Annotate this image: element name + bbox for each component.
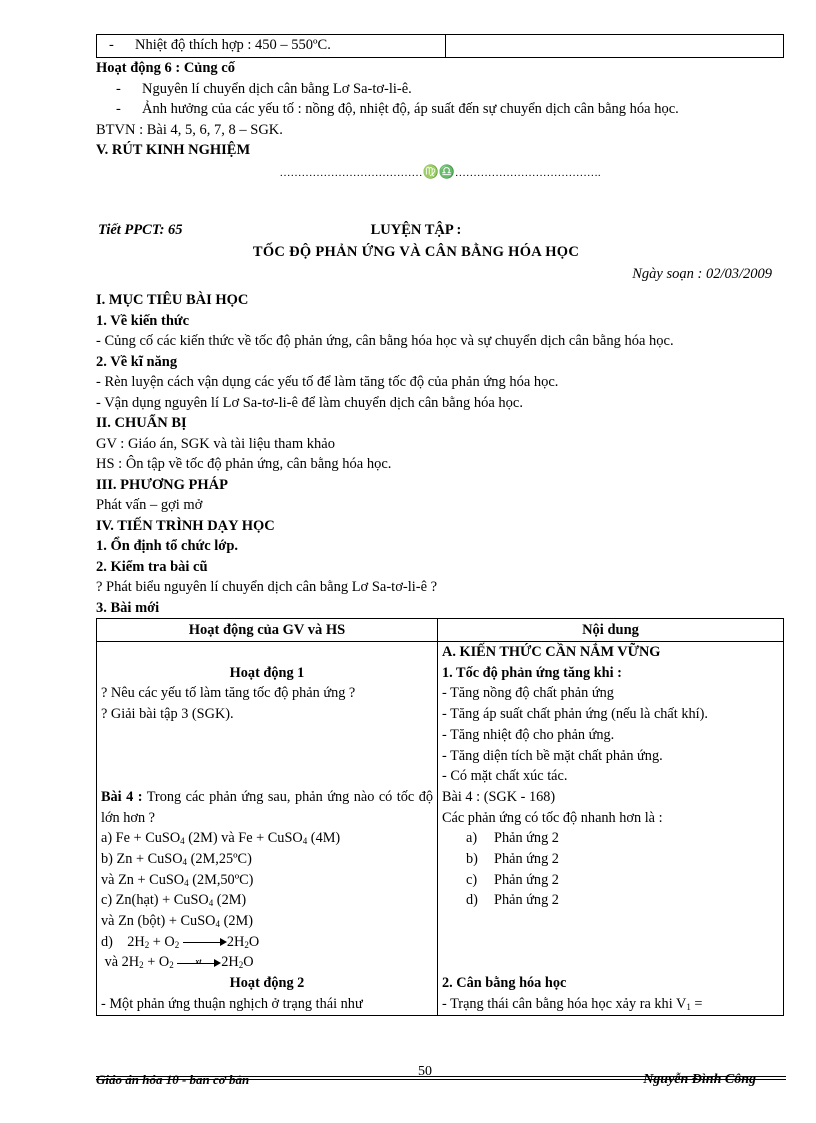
equilibrium-heading: 2. Cân bằng hóa học: [442, 975, 567, 992]
lesson-period: Tiết PPCT: 65: [98, 221, 183, 238]
heading-knowledge: 1. Về kiến thức: [96, 312, 190, 329]
header-activity: Hoạt động của GV và HS: [97, 619, 438, 642]
content-column: [438, 642, 784, 1016]
rate-factor-2: - Tăng áp suất chất phản ứng (nếu là chất khí).: [442, 706, 708, 723]
preparation-student: HS : Ôn tập về tốc độ phản ứng, cân bằng hóa học.: [96, 456, 392, 472]
section-separator: [96, 163, 784, 182]
section-v-heading: V. RÚT KINH NGHIỆM: [96, 142, 251, 158]
old-lesson-question: ? Phát biểu nguyên lí chuyển dịch cân bằng Lơ Sa-tơ-li-ê ?: [96, 579, 438, 595]
heading-skills: 2. Về kĩ năng: [96, 353, 178, 370]
content-heading-a: A. KIẾN THỨC CẦN NẮM VỮNG: [442, 644, 661, 660]
exercise-4-question: Bài 4 : Trong các phản ứng sau, phản ứng nào có tốc độ lớn hơn ?: [101, 788, 433, 826]
heading-objectives: I. MỤC TIÊU BÀI HỌC: [96, 292, 249, 308]
activity6-item-1: - Nguyên lí chuyển dịch cân bằng Lơ Sa-tơ-li-ê.: [116, 80, 412, 97]
footer-author: Nguyễn Đình Công: [643, 1072, 756, 1087]
answer-4-heading: Bài 4 : (SGK - 168): [442, 788, 556, 805]
separator-dots-left: …………………………………: [279, 166, 423, 179]
exercise-4-option-c-1: c) Zn(hạt) + CuSO$_4$ (2M): [101, 892, 247, 909]
rate-factor-3: - Tăng nhiệt độ cho phản ứng.: [442, 726, 615, 743]
catalyzed-reaction-arrow: xt: [177, 957, 221, 969]
lesson-header: [96, 220, 784, 264]
activity-1-question-2: ? Giải bài tập 3 (SGK).: [101, 706, 234, 723]
answer-item-a: a) Phản ứng 2: [466, 830, 559, 847]
preparation-teacher: GV : Giáo án, SGK và tài liệu tham khảo: [96, 435, 335, 452]
exercise-4-option-c-2: và Zn (bột) + CuSO$_4$ (2M): [101, 913, 253, 930]
heading-procedure: IV. TIẾN TRÌNH DẠY HỌC: [96, 517, 275, 534]
exercise-4-option-b-2: và Zn + CuSO$_4$ (2M,50ºC): [101, 871, 254, 888]
activity-1-title: Hoạt động 1: [229, 664, 305, 681]
method-text: Phát vấn – gợi mở: [96, 497, 203, 513]
skills-item-1: - Rèn luyện cách vận dụng các yếu tố để làm tăng tốc độ của phản ứng hóa học.: [96, 374, 559, 390]
rate-factor-5: - Có mặt chất xúc tác.: [442, 768, 568, 785]
footer-course: Giáo án hóa 10 - ban cơ bản: [96, 1072, 250, 1087]
answer-4-intro: Các phản ứng có tốc độ nhanh hơn là :: [442, 809, 663, 826]
previous-table-cell-left: - Nhiệt độ thích hợp : 450 – 550ºC.: [97, 35, 446, 58]
page-footer: [96, 1062, 786, 1092]
header-content: Nội dung: [438, 619, 784, 642]
answer-item-d: d) Phản ứng 2: [466, 892, 559, 909]
equilibrium-text: - Trạng thái cân bằng hóa học xảy ra khi $V_1$ =: [442, 995, 703, 1012]
knowledge-text: - Củng cố các kiến thức về tốc độ phản ứng, cân bằng hóa học và sự chuyển dịch cân bằng hóa học.: [96, 333, 674, 349]
lesson-date: Ngày soạn : 02/03/2009: [632, 265, 772, 282]
lesson-title-2: TỐC ĐỘ PHẢN ỨNG VÀ CÂN BẰNG HÓA HỌC: [252, 243, 580, 260]
exercise-4-option-a: a) Fe + CuSO$_4$ (2M) và Fe + CuSO$_4$ (4M): [101, 830, 341, 847]
heading-old-lesson-check: 2. Kiểm tra bài cũ: [96, 558, 208, 575]
separator-symbol: ♍♎: [422, 163, 455, 179]
previous-table: [96, 34, 784, 58]
heading-preparation: II. CHUẨN BỊ: [96, 415, 187, 431]
document-page: [96, 34, 784, 1016]
separator-dots-right: ………………………………….: [454, 166, 601, 179]
heading-new-lesson: 3. Bài mới: [96, 599, 160, 616]
rate-factor-4: - Tăng diện tích bề mặt chất phản ứng.: [442, 747, 663, 764]
answer-item-b: b) Phản ứng 2: [466, 851, 559, 868]
previous-table-cell-right: [446, 35, 784, 58]
activity-2-text: - Một phản ứng thuận nghịch ở trạng thái như: [101, 995, 363, 1012]
heading-class-organization: 1. Ổn định tổ chức lớp.: [96, 538, 239, 554]
reaction-arrow: [183, 936, 227, 948]
lesson-title-1: LUYỆN TẬP :: [370, 221, 462, 238]
page-number: 50: [418, 1064, 432, 1079]
rate-heading: 1. Tốc độ phản ứng tăng khi :: [442, 664, 622, 681]
heading-method: III. PHƯƠNG PHÁP: [96, 476, 228, 493]
exercise-4-option-d-1: d) $2H_2 + O_2$ $2H_2O$: [101, 933, 260, 950]
homework: BTVN : Bài 4, 5, 6, 7, 8 – SGK.: [96, 121, 283, 138]
lesson-table: [96, 618, 784, 1016]
activity6-item-2: - Ảnh hưởng của các yếu tố : nồng độ, nhiệt độ, áp suất đến sự chuyển dịch cân bằng hóa học.: [116, 101, 679, 117]
activity6-title: Hoạt động 6 : Củng cố: [96, 60, 235, 76]
activity-1-question-1: ? Nêu các yếu tố làm tăng tốc độ phản ứng ?: [101, 685, 356, 702]
rate-factor-1: - Tăng nồng độ chất phản ứng: [442, 685, 614, 702]
exercise-4-option-b-1: b) Zn + CuSO$_4$ (2M,25ºC): [101, 850, 252, 867]
activity-2-title: Hoạt động 2: [229, 975, 305, 992]
skills-item-2: - Vận dụng nguyên lí Lơ Sa-tơ-li-ê để làm chuyển dịch cân bằng hóa học.: [96, 394, 523, 411]
exercise-4-option-d-2: và $2H_2 + O_2$ xt $2H_2O$: [104, 954, 254, 971]
activity-column: [97, 642, 438, 1016]
temperature-row: Nhiệt độ thích hợp : 450 – 550ºC.: [135, 37, 331, 53]
answer-item-c: c) Phản ứng 2: [466, 871, 559, 888]
